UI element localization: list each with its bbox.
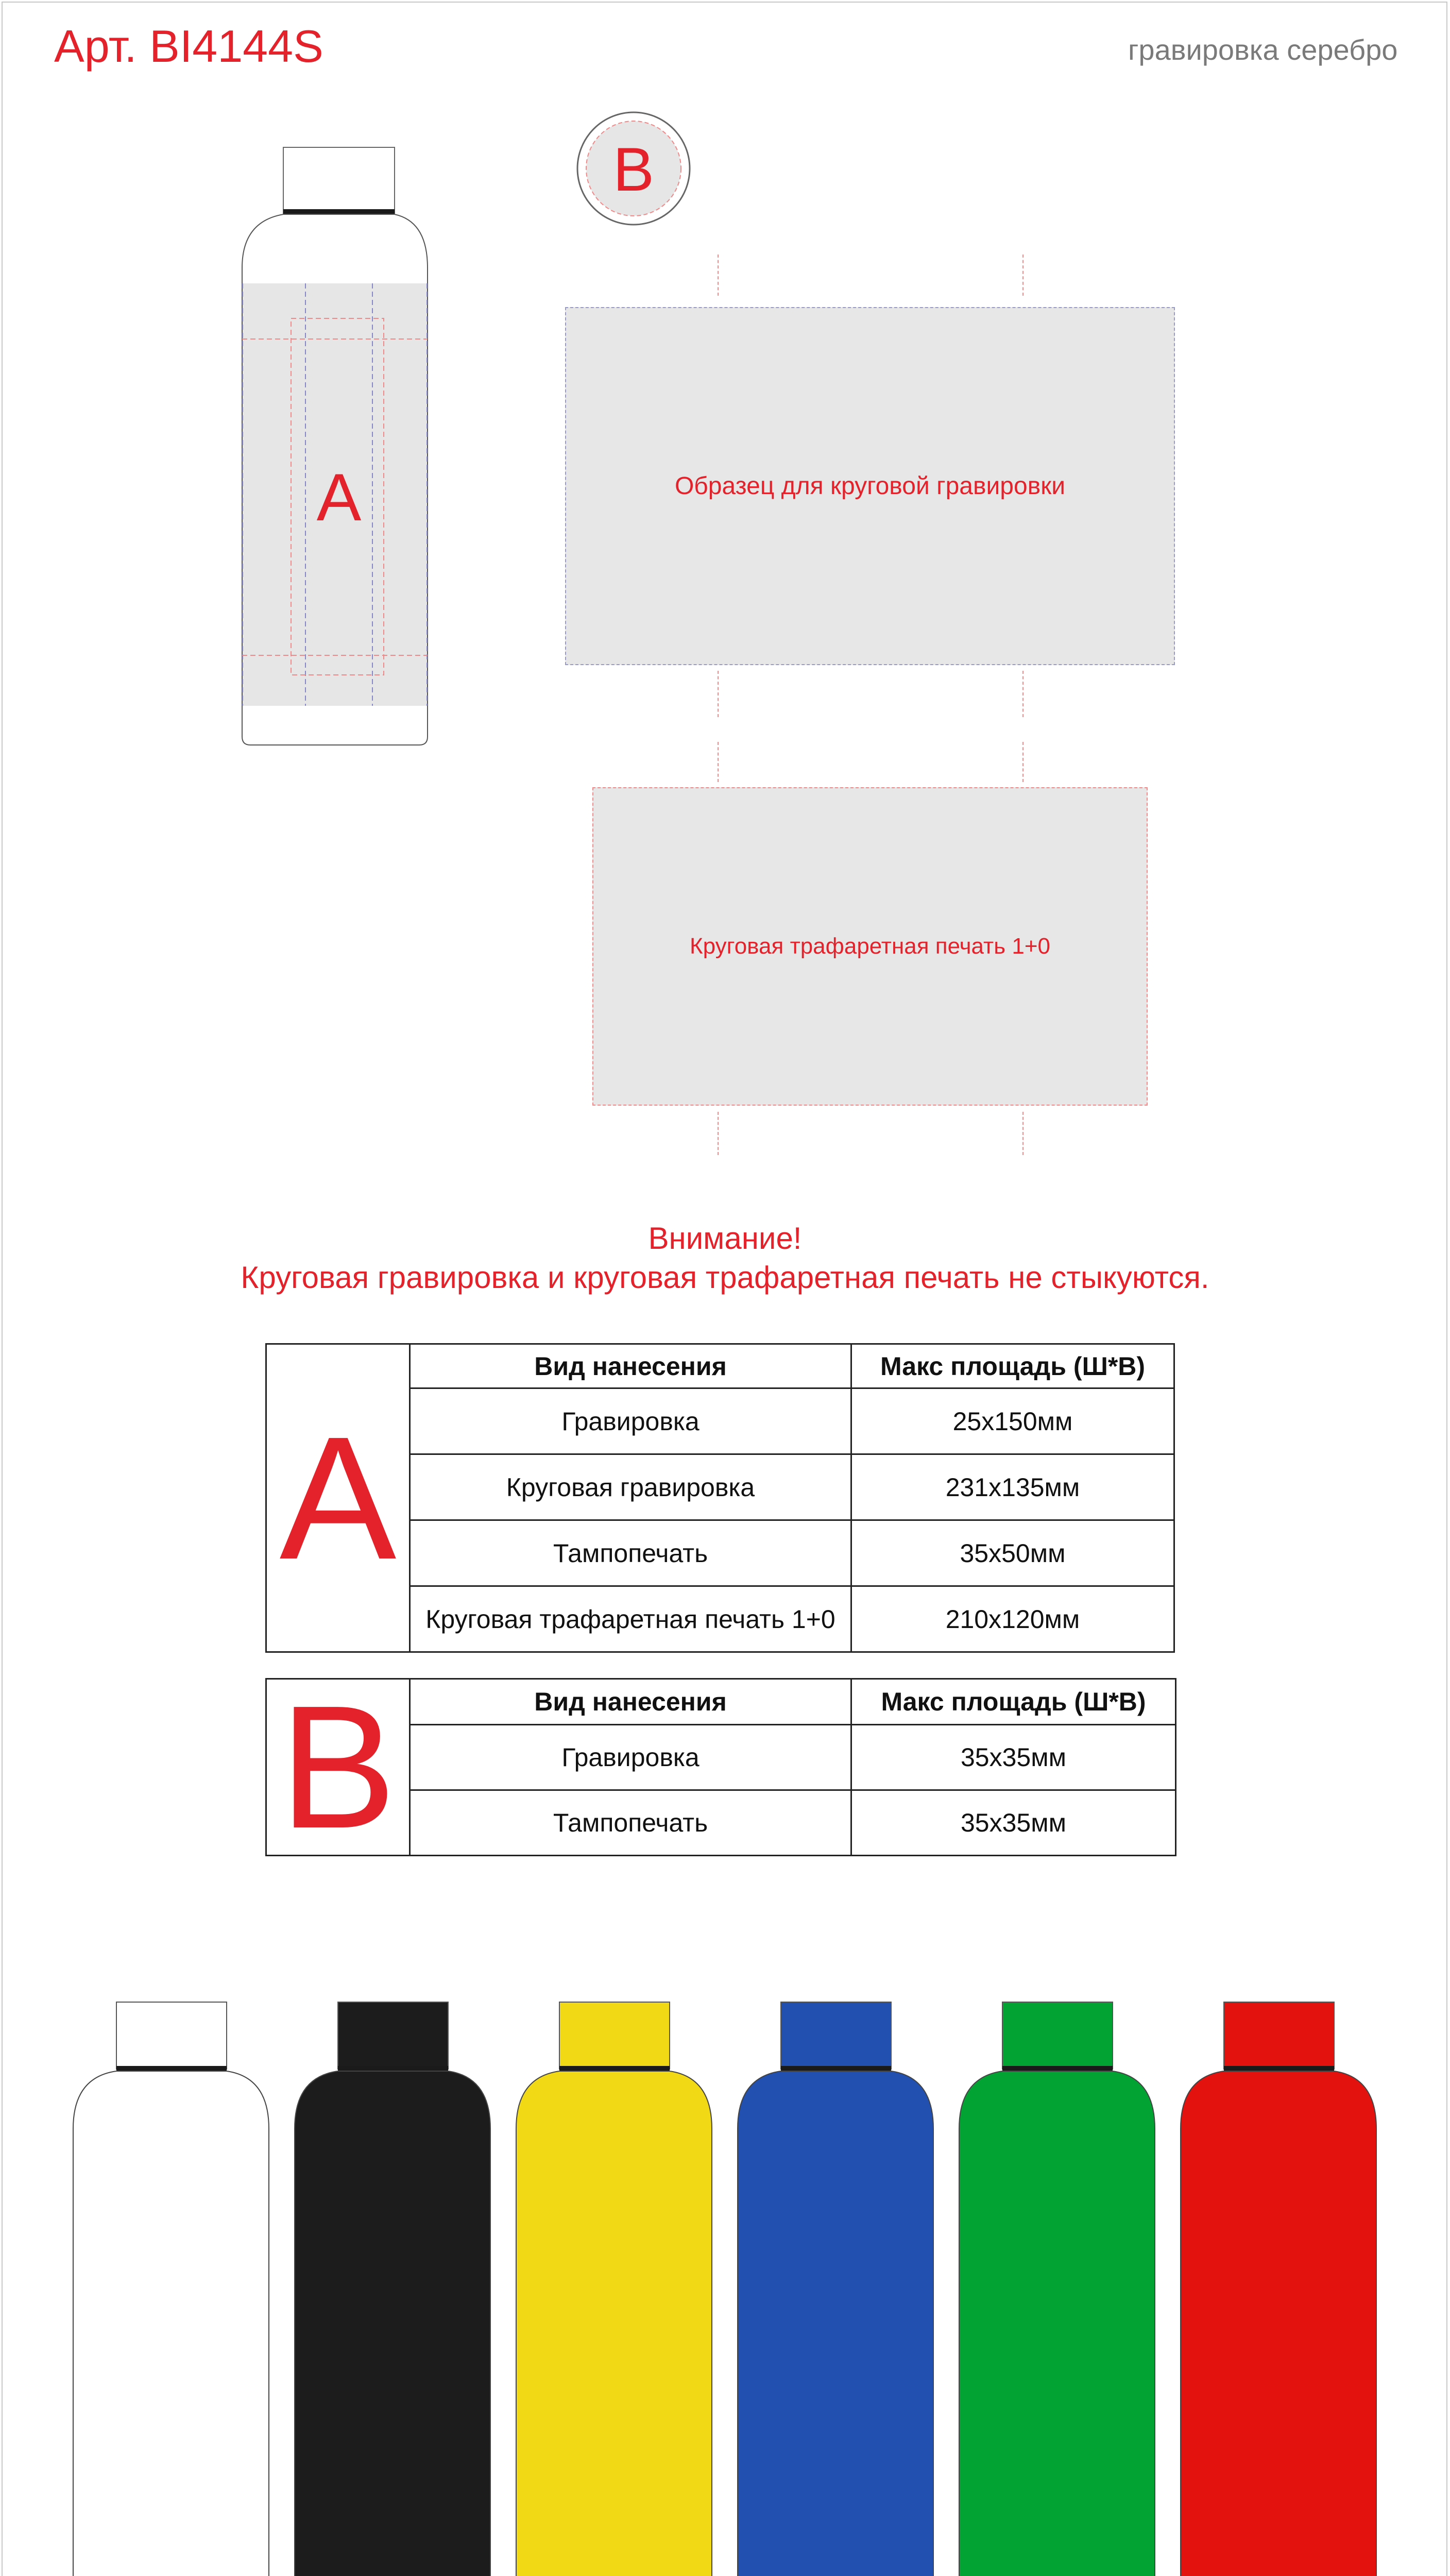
warning-text: Круговая гравировка и круговая трафаретная печать не стыкуются. xyxy=(241,1260,1209,1295)
max-area-cell: 35x35мм xyxy=(851,1725,1176,1790)
bottle-body xyxy=(959,2071,1155,2576)
bottle-color-swatch xyxy=(294,2000,491,2576)
bottle-print-area-diagram xyxy=(227,139,443,752)
bottle-cap-ring xyxy=(559,2066,670,2071)
column-header-max-area: Макс площадь (Ш*В) xyxy=(851,1344,1174,1388)
max-area-cell: 35x50мм xyxy=(851,1520,1174,1586)
screen-print-label: Круговая трафаретная печать 1+0 xyxy=(690,934,1050,959)
bottle-body xyxy=(295,2071,490,2576)
max-area-cell: 210x120мм xyxy=(851,1586,1174,1652)
method-cell: Круговая трафаретная печать 1+0 xyxy=(410,1586,851,1652)
bottle-cap-ring xyxy=(1002,2066,1113,2071)
screen-print-area xyxy=(592,787,1148,1106)
bottle-cap-ring xyxy=(781,2066,891,2071)
method-cell: Тампопечать xyxy=(410,1520,851,1586)
bottle-cap xyxy=(338,2002,448,2069)
guide-line xyxy=(718,255,719,296)
bottle-cap xyxy=(781,2002,891,2069)
table-header-row xyxy=(266,1344,1174,1388)
circular-engraving-sample-area xyxy=(565,307,1175,665)
bottle-cap xyxy=(1224,2002,1334,2069)
guide-line xyxy=(718,671,719,717)
bottle-body xyxy=(1181,2071,1376,2576)
column-header-max-area: Макс площадь (Ш*В) xyxy=(851,1679,1176,1725)
bottle-color-swatch xyxy=(1180,2000,1377,2576)
max-area-cell: 231x135мм xyxy=(851,1454,1174,1520)
method-cell: Тампопечать xyxy=(410,1790,851,1856)
zone-a-marker: A xyxy=(316,460,362,535)
guide-line xyxy=(1022,742,1023,782)
method-cell: Гравировка xyxy=(410,1388,851,1454)
bottle-cap xyxy=(1002,2002,1113,2069)
table-b-letter: B xyxy=(266,1679,410,1856)
max-area-cell: 25x150мм xyxy=(851,1388,1174,1454)
method-cell: Гравировка xyxy=(410,1725,851,1790)
column-header-method: Вид нанесения xyxy=(410,1679,851,1725)
bottle-color-swatch xyxy=(72,2000,270,2576)
guide-line xyxy=(718,742,719,782)
article-number: Арт. BI4144S xyxy=(54,21,323,72)
bottle-cap xyxy=(116,2002,227,2069)
zone-b-marker: B xyxy=(612,135,655,204)
max-area-cell: 35x35мм xyxy=(851,1790,1176,1856)
guide-line xyxy=(1022,671,1023,717)
guide-line xyxy=(1022,1112,1023,1155)
bottle-cap-ring xyxy=(116,2066,227,2071)
spec-table-b xyxy=(265,1669,1176,1865)
spec-table-a xyxy=(265,1343,1175,1653)
bottle-cap-ring xyxy=(1224,2066,1334,2071)
column-header-method: Вид нанесения xyxy=(410,1344,851,1388)
bottle-color-swatch xyxy=(958,2000,1156,2576)
table-a-letter: A xyxy=(266,1344,410,1652)
circular-engraving-sample-label: Образец для круговой гравировки xyxy=(674,472,1066,500)
bottle-body xyxy=(516,2071,712,2576)
bottle-body xyxy=(73,2071,269,2576)
guide-line xyxy=(718,1112,719,1155)
guide-line xyxy=(1022,255,1023,296)
bottle-color-swatch xyxy=(737,2000,934,2576)
cap-print-area-diagram xyxy=(574,109,693,228)
bottle-body xyxy=(738,2071,933,2576)
method-cell: Круговая гравировка xyxy=(410,1454,851,1520)
finish-type: гравировка серебро xyxy=(1128,33,1398,66)
bottle-cap-ring xyxy=(338,2066,448,2071)
bottle-cap xyxy=(559,2002,670,2069)
bottle-color-swatch xyxy=(515,2000,713,2576)
warning-title: Внимание! xyxy=(648,1221,802,1256)
table-header-row xyxy=(266,1679,1176,1725)
